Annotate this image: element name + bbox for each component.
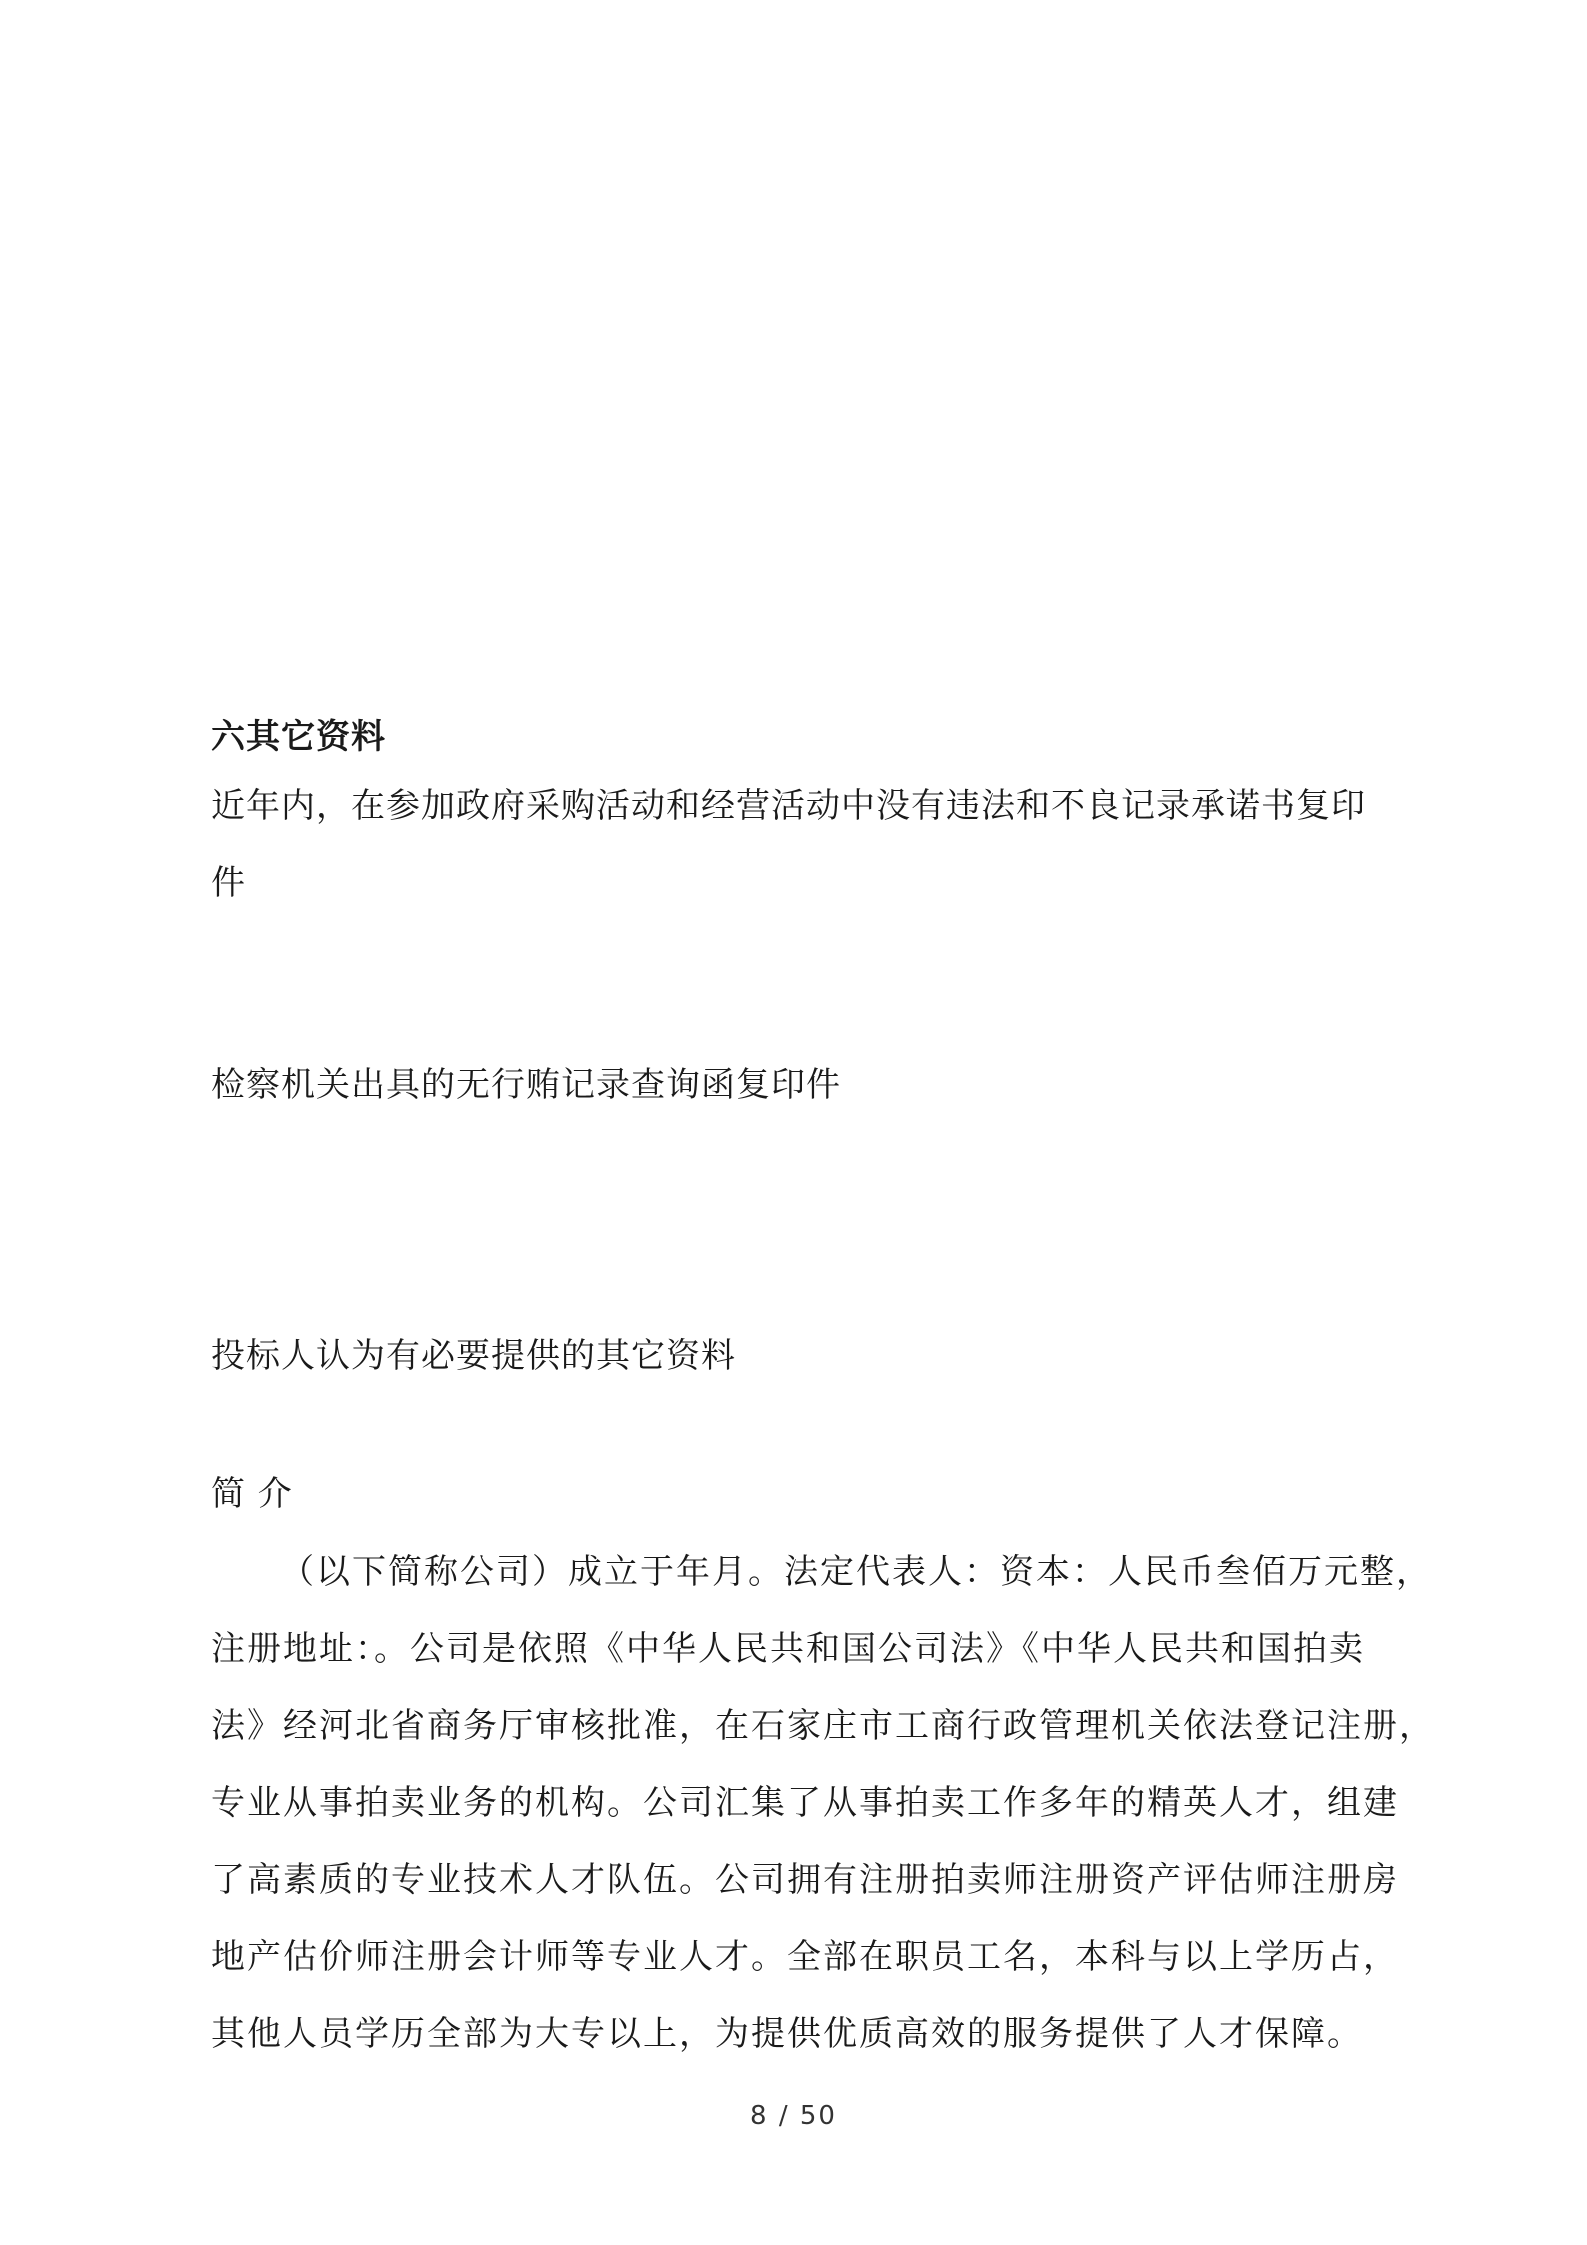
list-item: 件 <box>211 863 246 903</box>
paragraph-line: 专业从事拍卖业务的机构。公司汇集了从事拍卖工作多年的精英人才，组建 <box>211 1783 1399 1823</box>
list-item: 近年内，在参加政府采购活动和经营活动中没有违法和不良记录承诺书复印 <box>211 786 1366 826</box>
paragraph-line: 注册地址：。公司是依照《中华人民共和国公司法》《中华人民共和国拍卖 <box>211 1629 1365 1669</box>
intro-title: 简 介 <box>211 1474 293 1514</box>
page-number: 8 / 50 <box>750 2101 837 2131</box>
list-item: 投标人认为有必要提供的其它资料 <box>211 1336 736 1376</box>
list-item: 检察机关出具的无行贿记录查询函复印件 <box>211 1065 841 1105</box>
paragraph-line: 其他人员学历全部为大专以上，为提供优质高效的服务提供了人才保障。 <box>211 2014 1363 2054</box>
paragraph-line: 地产估价师注册会计师等专业人才。全部在职员工名，本科与以上学历占， <box>211 1937 1399 1977</box>
paragraph-line: 了高素质的专业技术人才队伍。公司拥有注册拍卖师注册资产评估师注册房 <box>211 1860 1399 1900</box>
paragraph-line: 法》经河北省商务厅审核批准，在石家庄市工商行政管理机关依法登记注册， <box>211 1706 1435 1746</box>
paragraph-line: （以下简称公司）成立于年月。法定代表人：资本：人民币叁佰万元整， <box>280 1552 1432 1592</box>
section-heading: 六其它资料 <box>211 717 386 757</box>
